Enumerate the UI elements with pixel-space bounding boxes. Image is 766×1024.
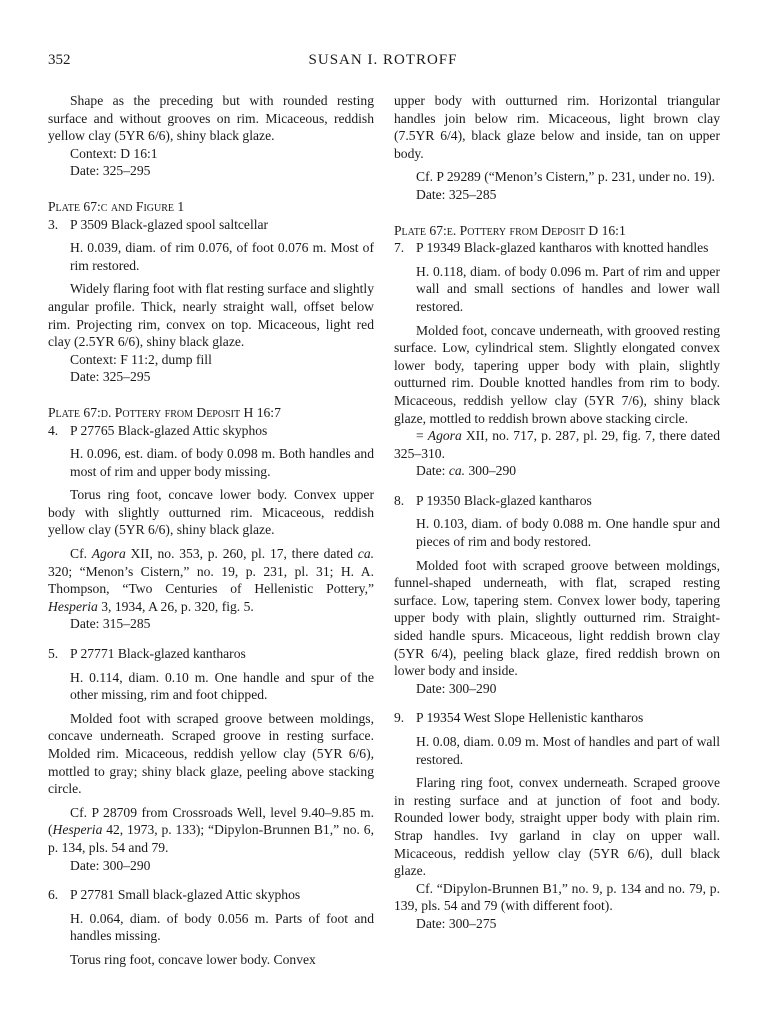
entry-number: 4.: [48, 422, 59, 438]
entry-comparanda: Cf. “Dipylon-Brunnen B1,” no. 9, p. 134 and no. 79, p. 139, pls. 54 and 79 (with different foot).: [394, 880, 720, 914]
entry-dimensions: H. 0.096, est. diam. of body 0.098 m. Both handles and most of rim and upper body missing.: [70, 446, 374, 479]
page-header: [48, 52, 718, 76]
date-text: Date:: [416, 463, 449, 479]
entry-equivalence: [394, 427, 720, 462]
entry-date: Date: 300–275: [416, 915, 497, 931]
entry-comparanda: [48, 545, 374, 615]
entry-description: Flaring ring foot, convex underneath. Scraped groove in resting surface and at junction of foot and body. Rounded lower body, straight upper body with plain rim. Strap handles. Ivy garland in clay on upper wall. Micaceous, reddish yellow clay (5YR 6/6), dull black glaze.: [394, 775, 720, 879]
entry-dimensions: H. 0.114, diam. 0.10 m. One handle and spur of the other missing, rim and foot chipped.: [70, 669, 374, 703]
entry-title: P 19354 West Slope Hellenistic kantharos: [416, 710, 644, 726]
entry-number: 5.: [48, 646, 59, 662]
entry-date: Date: 300–290: [416, 680, 497, 696]
entry-title: P 27771 Black-glazed kantharos: [70, 646, 246, 662]
cf-italic: Hesperia: [48, 598, 98, 614]
cf-italic: Agora: [91, 546, 126, 562]
entry-description: Torus ring foot, concave lower body. Convex upper body with slightly outturned rim. Micaceous, reddish yellow clay (5YR 6/6), shiny black glaze.: [48, 487, 374, 538]
cf-text: Cf. P 28709 from Crossroads Well, level 9.40–9.85 m. (: [48, 804, 374, 838]
entry-dimensions: H. 0.08, diam. 0.09 m. Most of handles and part of wall restored.: [416, 734, 720, 767]
cf-italic: Hesperia: [52, 822, 103, 838]
entry-title: P 27765 Black-glazed Attic skyphos: [70, 422, 268, 438]
plate-heading: Plate 67:e. Pottery from Deposit D 16:1: [394, 222, 626, 238]
plate-heading: Plate 67:c and Figure 1: [48, 198, 185, 214]
entry-comparanda: [48, 804, 374, 857]
entry-context: Context: F 11:2, dump fill: [70, 351, 212, 367]
eq-text: =: [416, 428, 428, 444]
cf-text: XII, no. 353, p. 260, pl. 17, there dated: [125, 546, 358, 562]
entry-number: 9.: [394, 710, 405, 726]
entry-description: Molded foot with scraped groove between moldings, concave underneath. Scraped groove in resting surface. Molded rim. Micaceous, reddish yellow clay (5YR 6/6), mottled to gray; shiny black glaze, peeling above stacking circle.: [48, 710, 374, 797]
entry-heading: [48, 645, 374, 663]
entry-context: Context: D 16:1: [70, 145, 158, 161]
entry-title: P 19350 Black-glazed kantharos: [416, 492, 592, 508]
date-text: 300–290: [465, 463, 517, 479]
entry-date: Date: 325–295: [70, 163, 151, 179]
page-number: 352: [48, 52, 71, 68]
entry-heading: [394, 239, 720, 257]
eq-italic: Agora: [427, 428, 462, 444]
entry-title: P 3509 Black-glazed spool saltcellar: [70, 216, 269, 232]
entry-number: 3.: [48, 216, 59, 232]
right-column: [394, 92, 720, 933]
entry-title: P 27781 Small black-glazed Attic skyphos: [70, 887, 301, 903]
plate-heading: Plate 67:d. Pottery from Deposit H 16:7: [48, 404, 281, 420]
entry-description: Widely flaring foot with flat resting surface and slightly angular profile. Thick, nearly straight wall, offset below rim. Projecting rim, convex on top. Micaceous, light red clay (2.5YR 6/6), shiny black glaze.: [48, 281, 374, 350]
cf-text: 320; “Menon’s Cistern,” no. 19, p. 231, pl. 31; H. A. Thompson, “Two Centuries of Hellenistic Pottery,”: [48, 563, 374, 597]
entry-dimensions: H. 0.039, diam. of rim 0.076, of foot 0.076 m. Most of rim restored.: [70, 240, 374, 273]
entry-heading: [394, 492, 720, 510]
entry-dimensions: H. 0.118, diam. of body 0.096 m. Part of rim and upper wall and small sections of handles and lower wall restored.: [416, 263, 720, 314]
eq-text: XII, no. 717, p. 287, pl. 29, fig. 7, there dated 325–310.: [394, 428, 720, 461]
entry-dimensions: H. 0.064, diam. of body 0.056 m. Parts of foot and handles missing.: [70, 910, 374, 944]
entry-description: upper body with outturned rim. Horizontal triangular handles join below rim. Micaceous, light brown clay (7.5YR 6/4), black glaze below and inside, tan on upper body.: [394, 93, 720, 161]
entry-date: [394, 462, 720, 480]
cf-italic: ca.: [357, 546, 375, 562]
entry-date: Date: 315–285: [70, 616, 151, 632]
entry-heading: [48, 886, 374, 904]
entry-description: Molded foot with scraped groove between moldings, funnel-shaped underneath, with flat, scraped resting surface. Low, tapering stem. Convex lower body, tapering upper body with plain, slightly outturned rim. Straight-sided handle spurs. Micaceous, light reddish brown clay (5YR 6/4), peeling black glaze, fired reddish brown on lower body and inside.: [394, 557, 720, 679]
entry-date: Date: 325–285: [416, 186, 497, 202]
entry-heading: [48, 422, 374, 440]
entry-heading: [48, 216, 374, 234]
entry-number: 8.: [394, 492, 405, 508]
running-head: SUSAN I. ROTROFF: [308, 52, 458, 68]
entry-comparanda: Cf. P 29289 (“Menon’s Cistern,” p. 231, under no. 19).: [416, 169, 715, 185]
entry-description: Torus ring foot, concave lower body. Convex: [70, 951, 316, 967]
cf-text: 42, 1973, p. 133); “Dipylon-Brunnen B1,” no. 6, p. 134, pls. 54 and 79.: [48, 822, 374, 855]
entry-title: P 19349 Black-glazed kantharos with knotted handles: [416, 240, 709, 256]
entry-description: Shape as the preceding but with rounded resting surface and without grooves on rim. Micaceous, reddish yellow clay (5YR 6/6), shiny black glaze.: [48, 93, 374, 144]
entry-date: Date: 300–290: [70, 857, 151, 873]
entry-date: Date: 325–295: [70, 369, 151, 385]
cf-text: 3, 1934, A 26, p. 320, fig. 5.: [97, 598, 254, 614]
entry-description: Molded foot, concave underneath, with grooved resting surface. Low, cylindrical stem. Slightly elongated convex lower body, tapering upper body with plain, slightly outturned rim. Double knotted handles from rim to body. Micaceous, reddish yellow clay (5YR 7/6), shiny black glaze, mottled to reddish brown above stacking circle.: [394, 322, 720, 426]
entry-dimensions: H. 0.103, diam. of body 0.088 m. One handle spur and pieces of rim and body restored.: [416, 516, 720, 550]
entry-heading: [394, 709, 720, 727]
entry-number: 7.: [394, 240, 405, 256]
left-column: [48, 92, 374, 969]
entry-number: 6.: [48, 887, 59, 903]
date-italic: ca.: [448, 463, 466, 479]
cf-text: Cf.: [70, 546, 92, 562]
